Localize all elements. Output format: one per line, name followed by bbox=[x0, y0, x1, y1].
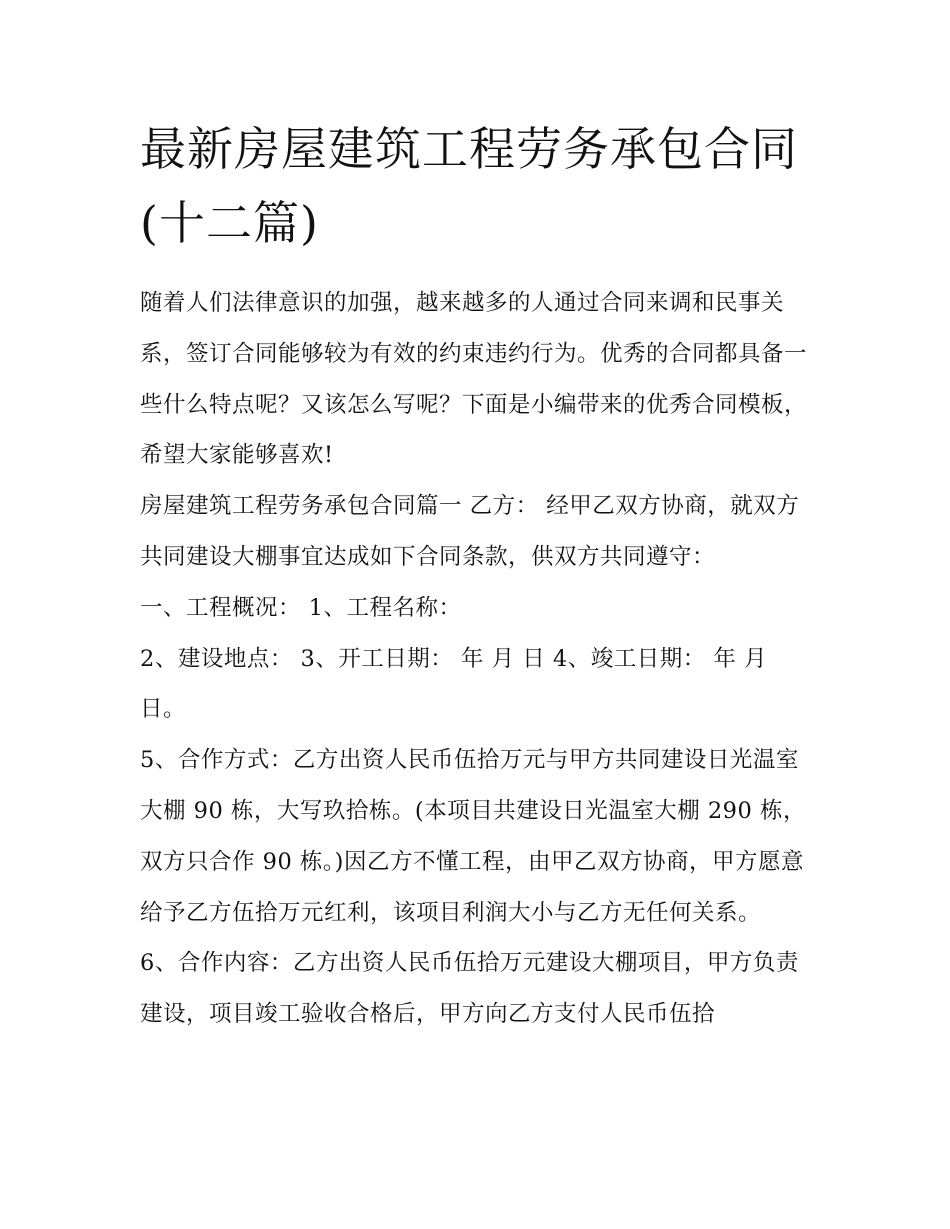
location-and-dates-paragraph: 2、建设地点： 3、开工日期： 年 月 日 4、竣工日期： 年 月 日。 bbox=[140, 645, 768, 723]
document-title: 最新房屋建筑工程劳务承包合同(十二篇) bbox=[140, 122, 798, 250]
cooperation-content-paragraph: 6、合作内容：乙方出资人民币伍拾万元建设大棚项目，甲方负责建设，项目竣工验收合格后，甲方向乙方支付人民币伍拾 bbox=[140, 950, 799, 1028]
project-overview-paragraph: 一、工程概况： 1、工程名称： bbox=[140, 594, 462, 621]
cooperation-method-paragraph: 5、合作方式：乙方出资人民币伍拾万元与甲方共同建设日光温室大棚 90 栋，大写玖拾栋。(本项目共建设日光温室大棚 290 栋，双方只合作 90 栋。)因乙方不懂工程，由甲乙双方协商，甲方愿意给予乙方伍拾万元红利，该项目利润大小与乙方无任何关系。 bbox=[140, 747, 806, 926]
intro-paragraph: 随着人们法律意识的加强，越来越多的人通过合同来调和民事关系，签订合同能够较为有效的约束违约行为。优秀的合同都具备一些什么特点呢？又该怎么写呢？下面是小编带来的优秀合同模板，希望大家能够喜欢! bbox=[140, 290, 808, 469]
contract-preamble-paragraph: 房屋建筑工程劳务承包合同篇一 乙方： 经甲乙双方协商，就双方共同建设大棚事宜达成如下合同条款，供双方共同遵守： bbox=[140, 493, 800, 570]
document-body bbox=[140, 112, 820, 1040]
